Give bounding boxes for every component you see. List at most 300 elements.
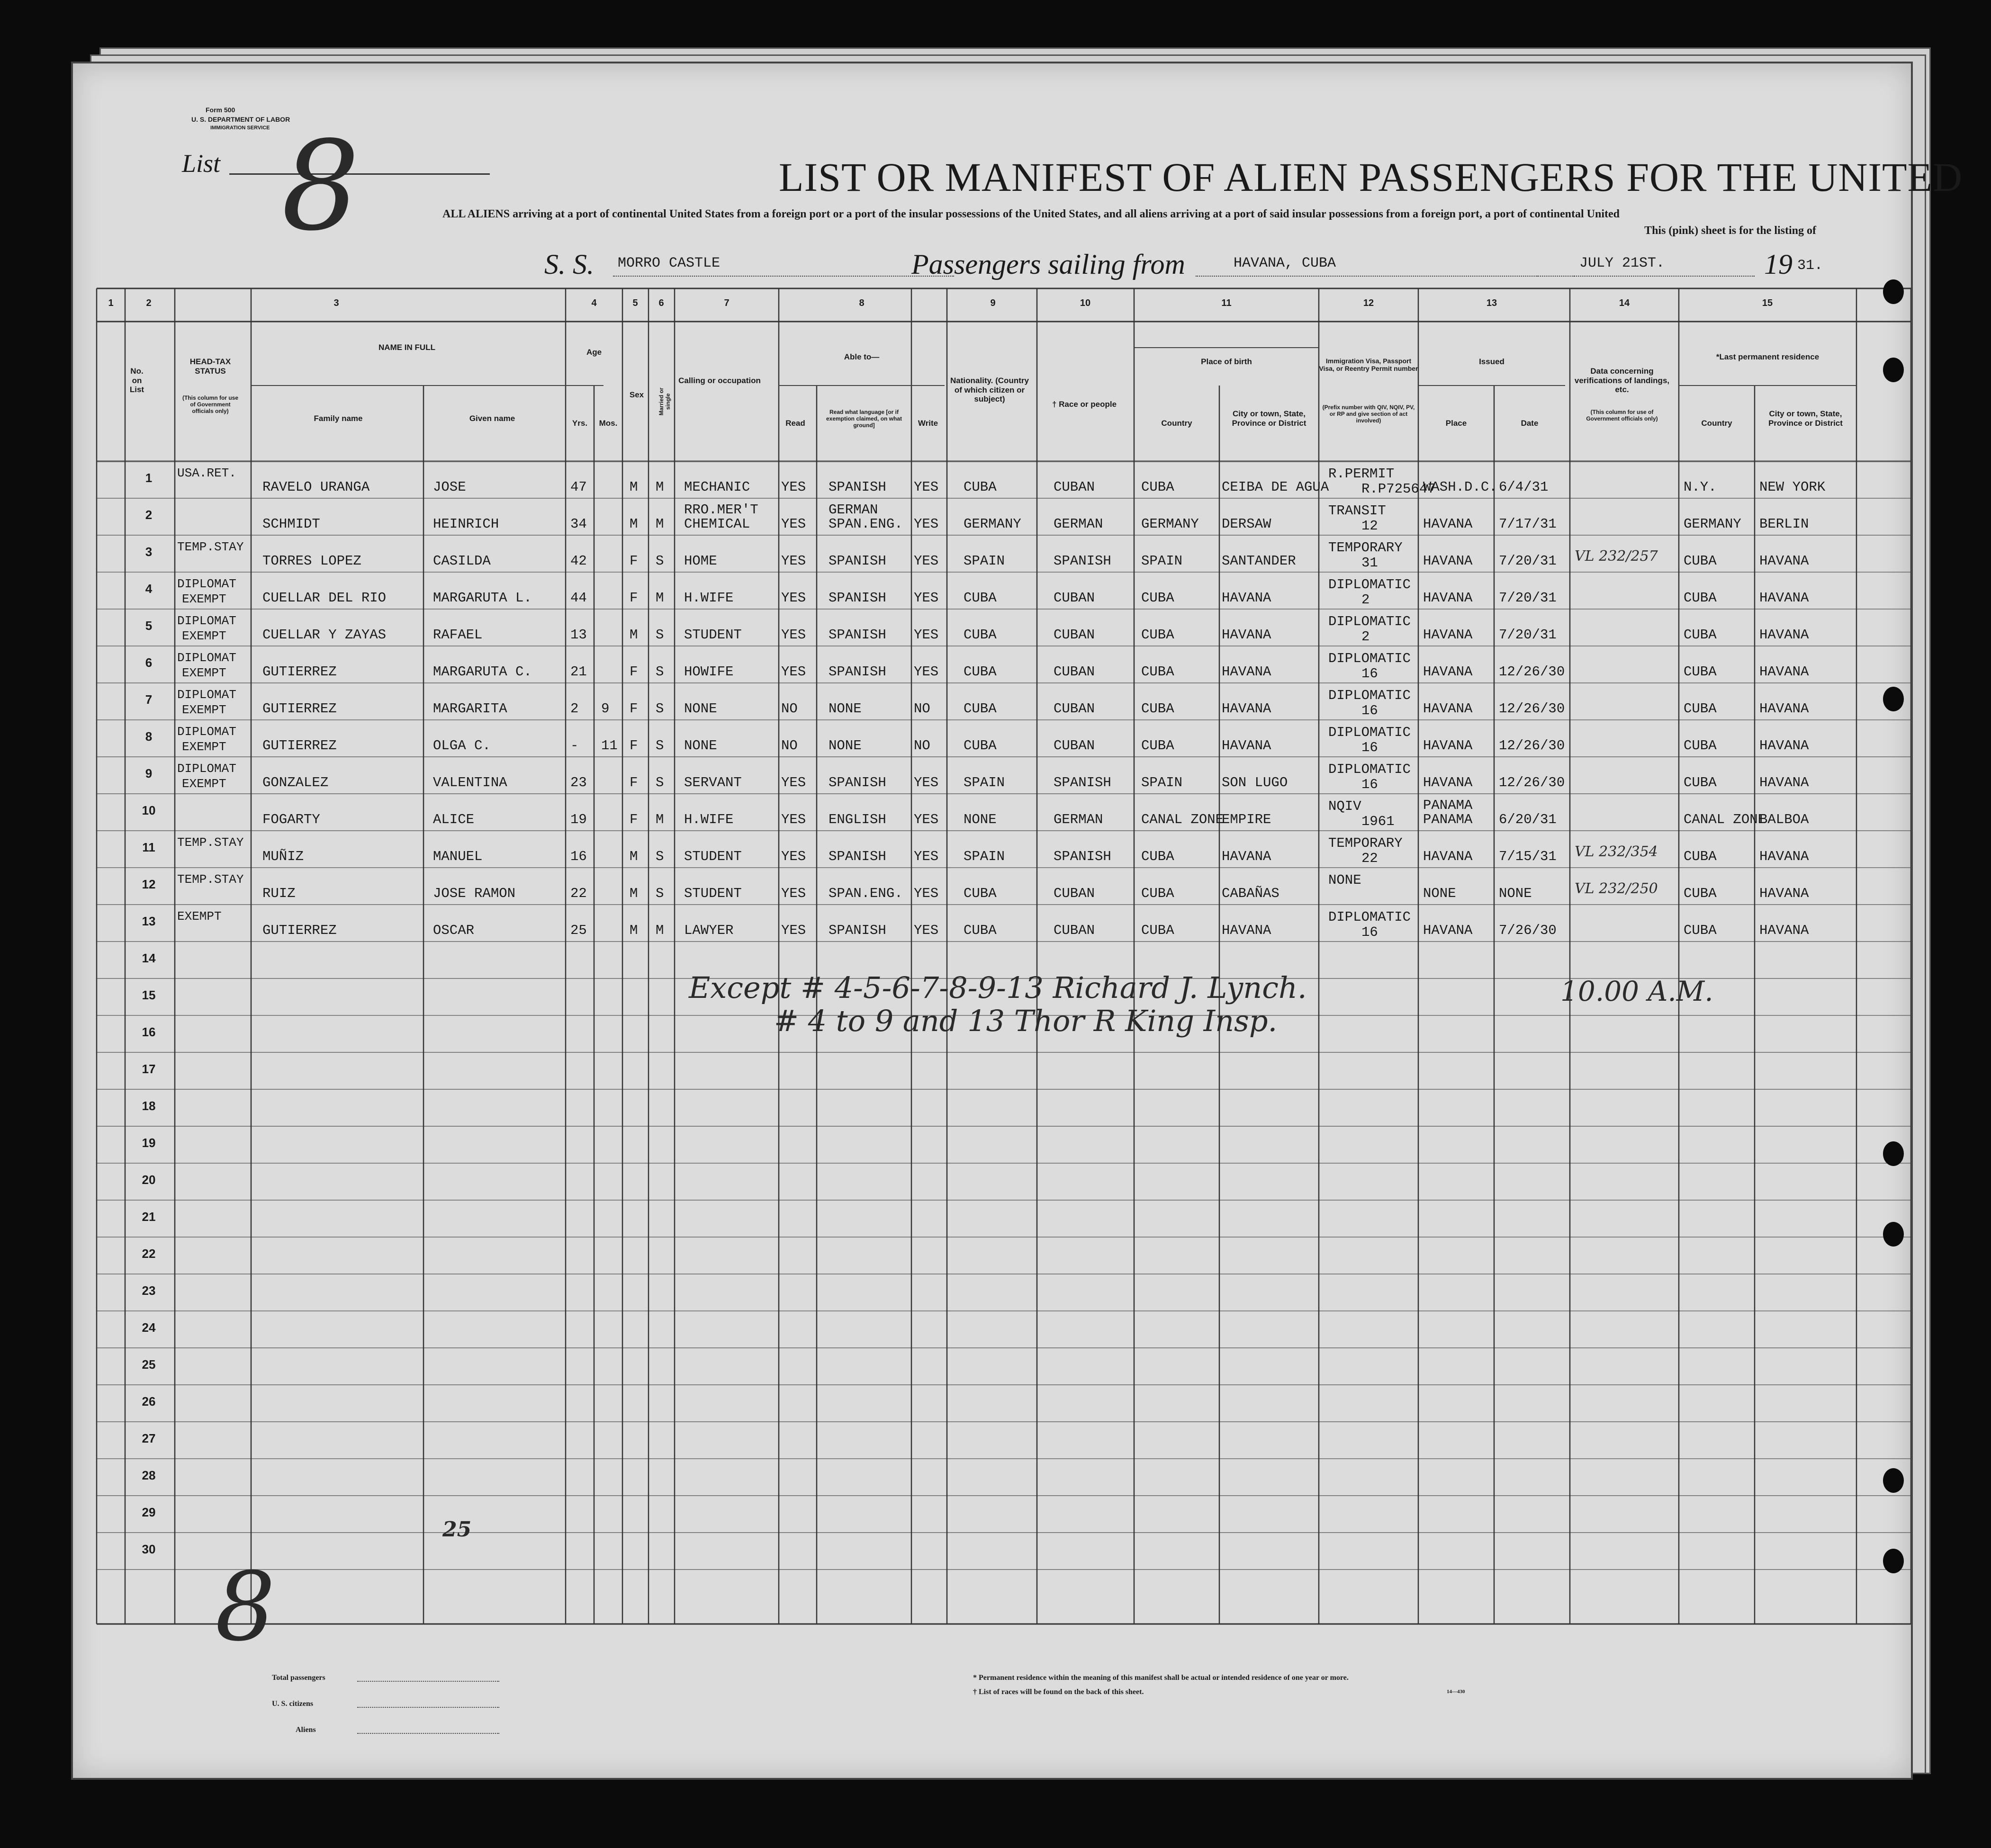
cell-race: CUBAN <box>1054 738 1095 754</box>
cell-sex: M <box>630 627 638 643</box>
cell-occ: H.WIFE <box>684 812 734 827</box>
cell-visa: DIPLOMATIC <box>1328 725 1411 740</box>
cell-write: YES <box>914 886 939 901</box>
row-number: 13 <box>142 914 156 928</box>
cell-race: CUBAN <box>1054 701 1095 717</box>
cell-tax2: EXEMPT <box>182 666 226 680</box>
cell-ms: M <box>656 479 664 495</box>
cell-yrs: 22 <box>570 886 587 901</box>
row-number: 18 <box>142 1099 156 1113</box>
cell-race: CUBAN <box>1054 664 1095 680</box>
row-number: 23 <box>142 1283 156 1298</box>
header-verifications: Data concerning verifications of landings, etc. <box>1574 367 1670 395</box>
cell-read: YES <box>781 775 806 790</box>
column-number: 7 <box>724 298 730 308</box>
cell-bcity: HAVANA <box>1222 923 1271 938</box>
cell-yrs: 23 <box>570 775 587 790</box>
cell-tax2: EXEMPT <box>182 703 226 717</box>
cell-visa2: 1961 <box>1361 814 1395 829</box>
cell-tax: TEMP.STAY <box>177 835 244 850</box>
cell-family: CUELLAR DEL RIO <box>262 590 387 606</box>
cell-yrs: 42 <box>570 553 587 569</box>
cell-read: YES <box>781 886 806 901</box>
row-number: 27 <box>142 1431 156 1445</box>
table-grid <box>73 63 1911 1778</box>
cell-idate: 6/4/31 <box>1499 479 1549 495</box>
cell-given: OSCAR <box>433 923 475 938</box>
cell-rcity: HAVANA <box>1759 627 1809 643</box>
row-number: 15 <box>142 988 156 1002</box>
cell-tax: EXEMPT <box>177 909 222 924</box>
cell-sex: M <box>630 923 638 938</box>
column-number: 10 <box>1080 298 1091 308</box>
row-number: 16 <box>142 1025 156 1039</box>
cell-bcity: HAVANA <box>1222 590 1271 606</box>
cell-rcountry: CUBA <box>1684 701 1717 717</box>
row-number: 6 <box>145 655 153 670</box>
cell-sex: F <box>630 701 638 717</box>
cell-family: GUTIERREZ <box>262 664 337 680</box>
cell-occ: NONE <box>684 738 717 754</box>
header-write: Write <box>918 419 938 428</box>
cell-bcountry: CUBA <box>1141 590 1174 606</box>
cell-race: CUBAN <box>1054 479 1095 495</box>
cell-lang: SPAN.ENG. <box>829 516 903 532</box>
cell-ms: S <box>656 775 664 790</box>
cell-bcity: CABAÑAS <box>1222 886 1279 901</box>
footer-total-passengers: Total passengers <box>272 1674 325 1682</box>
cell-race: GERMAN <box>1054 812 1103 827</box>
header-birth-city: City or town, State, Province or District <box>1232 409 1306 428</box>
header-race: † Race or people <box>1052 400 1117 409</box>
cell-visa2: 2 <box>1361 592 1370 608</box>
cell-nat: CUBA <box>964 664 997 680</box>
manifest-title: LIST OR MANIFEST OF ALIEN PASSENGERS FOR THE UNITED <box>779 154 1963 200</box>
cell-bcountry: CUBA <box>1141 701 1174 717</box>
cell-family: MUÑIZ <box>262 849 304 864</box>
cell-occ: NONE <box>684 701 717 717</box>
cell-visa2: 16 <box>1361 777 1378 792</box>
cell-visa: DIPLOMATIC <box>1328 651 1411 666</box>
cell-tax2: EXEMPT <box>182 629 226 643</box>
cell-ms: S <box>656 664 664 680</box>
exception-note: Except # 4-5-6-7-8-9-13 Richard J. Lynch. <box>689 970 1307 1005</box>
column-number: 4 <box>591 298 597 308</box>
cell-idate: 7/20/31 <box>1499 590 1557 606</box>
cell-given: OLGA C. <box>433 738 491 754</box>
cell-iplace: HAVANA <box>1423 664 1473 680</box>
row-number: 4 <box>145 582 153 596</box>
cell-bcountry: CUBA <box>1141 886 1174 901</box>
cell-visa2: R.P725647 <box>1361 481 1436 497</box>
cell-family: GONZALEZ <box>262 775 329 790</box>
cell-iplace: HAVANA <box>1423 701 1473 717</box>
cell-bcountry: CUBA <box>1141 664 1174 680</box>
cell-idate: 7/26/30 <box>1499 923 1557 938</box>
cell-read: YES <box>781 516 806 532</box>
row-number: 2 <box>145 508 153 522</box>
cell-rcity: HAVANA <box>1759 849 1809 864</box>
cell-read: YES <box>781 479 806 495</box>
cell-ms: S <box>656 738 664 754</box>
instructions-line-2: This (pink) sheet is for the listing of <box>1644 224 1816 237</box>
cell-given: JOSE RAMON <box>433 886 516 901</box>
cell-bcity: EMPIRE <box>1222 812 1271 827</box>
cell-write: NO <box>914 701 930 717</box>
cell-nat: SPAIN <box>964 553 1005 569</box>
cell-bcountry: CUBA <box>1141 627 1174 643</box>
cell-tax: DIPLOMAT <box>177 614 236 628</box>
cell-bcountry: CUBA <box>1141 923 1174 938</box>
row-number: 11 <box>142 840 155 854</box>
cell-rcountry: CUBA <box>1684 886 1717 901</box>
cell-iplace2: PANAMA <box>1423 798 1473 813</box>
column-number: 15 <box>1762 298 1773 308</box>
cell-sex: M <box>630 516 638 532</box>
header-name-in-full: NAME IN FULL <box>378 343 435 352</box>
cell-ms: M <box>656 516 664 532</box>
cell-rcountry: N.Y. <box>1684 479 1717 495</box>
cell-visa: TEMPORARY <box>1328 835 1403 851</box>
cell-occ: HOWIFE <box>684 664 734 680</box>
cell-family: SCHMIDT <box>262 516 320 532</box>
cell-rcity: HAVANA <box>1759 590 1809 606</box>
cell-occ: MECHANIC <box>684 479 750 495</box>
column-number: 1 <box>108 298 114 308</box>
cell-bcity: HAVANA <box>1222 849 1271 864</box>
header-issued-place: Place <box>1445 419 1467 428</box>
cell-iplace: HAVANA <box>1423 590 1473 606</box>
cell-visa2: 16 <box>1361 740 1378 755</box>
year-prefix: 19 <box>1764 249 1793 280</box>
ss-label: S. S. <box>544 249 594 280</box>
punch-hole <box>1883 1141 1904 1166</box>
cell-rcountry: CUBA <box>1684 849 1717 864</box>
cell-sex: F <box>630 664 638 680</box>
cell-yrs: 34 <box>570 516 587 532</box>
cell-ms: S <box>656 627 664 643</box>
cell-rcountry: GERMANY <box>1684 516 1741 532</box>
cell-write: YES <box>914 923 939 938</box>
cell-given: CASILDA <box>433 553 491 569</box>
cell-read: YES <box>781 664 806 680</box>
punch-hole <box>1883 279 1904 304</box>
cell-bcity: SANTANDER <box>1222 553 1296 569</box>
cell-tax: DIPLOMAT <box>177 762 236 776</box>
cell-lang: SPANISH <box>829 923 886 938</box>
column-number: 13 <box>1486 298 1497 308</box>
row-number: 3 <box>145 545 153 559</box>
cell-verif: VL 232/257 <box>1575 548 1658 565</box>
cell-read: NO <box>781 701 798 717</box>
cell-yrs: 2 <box>570 701 579 717</box>
list-label: List <box>182 149 221 178</box>
cell-race: SPANISH <box>1054 553 1111 569</box>
cell-rcountry: CUBA <box>1684 738 1717 754</box>
cell-yrs: 21 <box>570 664 587 680</box>
cell-visa2: 31 <box>1361 555 1378 571</box>
punch-hole <box>1883 358 1904 382</box>
cell-iplace: HAVANA <box>1423 775 1473 790</box>
cell-family: RUIZ <box>262 886 296 901</box>
cell-bcountry: CUBA <box>1141 479 1174 495</box>
stamp-number: 25 <box>442 1517 472 1542</box>
row-number: 24 <box>142 1320 156 1335</box>
cell-idate: 12/26/30 <box>1499 775 1565 790</box>
cell-rcity: BALBOA <box>1759 812 1809 827</box>
cell-iplace: HAVANA <box>1423 738 1473 754</box>
cell-rcity: HAVANA <box>1759 923 1809 938</box>
cell-lang: SPANISH <box>829 627 886 643</box>
cell-rcountry: CUBA <box>1684 664 1717 680</box>
cell-ms: S <box>656 849 664 864</box>
cell-read: YES <box>781 590 806 606</box>
cell-tax2: EXEMPT <box>182 740 226 754</box>
cell-given: HEINRICH <box>433 516 499 532</box>
cell-rcountry: CUBA <box>1684 923 1717 938</box>
year-suffix: 31. <box>1797 258 1823 274</box>
cell-visa: DIPLOMATIC <box>1328 614 1411 629</box>
cell-ms: S <box>656 886 664 901</box>
cell-idate: 7/20/31 <box>1499 553 1557 569</box>
cell-sex: M <box>630 479 638 495</box>
header-age: Age <box>586 348 602 357</box>
cell-given: ALICE <box>433 812 475 827</box>
cell-bcountry: SPAIN <box>1141 553 1183 569</box>
row-number: 20 <box>142 1173 156 1187</box>
cell-visa: DIPLOMATIC <box>1328 577 1411 592</box>
cell-family: RAVELO URANGA <box>262 479 370 495</box>
cell-rcountry: CUBA <box>1684 590 1717 606</box>
cell-visa2: 16 <box>1361 666 1378 682</box>
header-no-on-list: No. on List <box>129 367 144 395</box>
cell-occ: SERVANT <box>684 775 742 790</box>
cell-nat: SPAIN <box>964 849 1005 864</box>
cell-occ: HOME <box>684 553 717 569</box>
cell-rcity: HAVANA <box>1759 738 1809 754</box>
cell-rcity: HAVANA <box>1759 664 1809 680</box>
cell-lang: SPAN.ENG. <box>829 886 903 901</box>
cell-ms: S <box>656 553 664 569</box>
header-birth-country: Country <box>1161 419 1192 428</box>
header-calling: Calling or occupation <box>678 376 761 385</box>
row-number: 17 <box>142 1062 156 1076</box>
cell-verif: VL 232/354 <box>1575 843 1658 860</box>
column-number: 11 <box>1221 298 1232 308</box>
cell-idate: 12/26/30 <box>1499 738 1565 754</box>
header-issued-date: Date <box>1521 419 1539 428</box>
row-number: 26 <box>142 1394 156 1408</box>
cell-given: MARGARITA <box>433 701 507 717</box>
cell-rcity: HAVANA <box>1759 553 1809 569</box>
cell-family: GUTIERREZ <box>262 923 337 938</box>
column-number: 6 <box>658 298 664 308</box>
cell-idate: 7/17/31 <box>1499 516 1557 532</box>
cell-visa: NONE <box>1328 872 1361 888</box>
cell-bcountry: SPAIN <box>1141 775 1183 790</box>
cell-race: CUBAN <box>1054 627 1095 643</box>
cell-bcity: HAVANA <box>1222 664 1271 680</box>
cell-sex: F <box>630 812 638 827</box>
cell-tax: TEMP.STAY <box>177 872 244 887</box>
cell-visa: DIPLOMATIC <box>1328 909 1411 925</box>
cell-nat: NONE <box>964 812 997 827</box>
cell-nat: CUBA <box>964 590 997 606</box>
cell-race: CUBAN <box>1054 590 1095 606</box>
cell-bcity: HAVANA <box>1222 701 1271 717</box>
cell-given: RAFAEL <box>433 627 483 643</box>
cell-tax: DIPLOMAT <box>177 577 236 591</box>
cell-bcity: CEIBA DE AGUA <box>1222 479 1329 495</box>
cell-lang: SPANISH <box>829 479 886 495</box>
cell-family: FOGARTY <box>262 812 320 827</box>
row-number: 5 <box>145 619 153 633</box>
cell-iplace: HAVANA <box>1423 849 1473 864</box>
cell-nat: CUBA <box>964 886 997 901</box>
cell-sex: F <box>630 738 638 754</box>
cell-race: CUBAN <box>1054 886 1095 901</box>
cell-sex: M <box>630 849 638 864</box>
row-number: 14 <box>142 951 156 965</box>
footer-note-residence: * Permanent residence within the meaning of this manifest shall be actual or intended residence of one year or more. <box>973 1674 1349 1682</box>
cell-write: YES <box>914 849 939 864</box>
sailing-date: JULY 21ST. <box>1579 255 1665 271</box>
cell-yrs: 19 <box>570 812 587 827</box>
side-count: 8 <box>215 1552 276 1662</box>
cell-read: YES <box>781 812 806 827</box>
cell-occ: STUDENT <box>684 849 742 864</box>
cell-rcity: HAVANA <box>1759 775 1809 790</box>
cell-race: CUBAN <box>1054 923 1095 938</box>
row-number: 21 <box>142 1210 156 1224</box>
cell-visa: NQIV <box>1328 798 1361 814</box>
cell-write: YES <box>914 627 939 643</box>
cell-iplace: NONE <box>1423 886 1456 901</box>
cell-given: MARGARUTA C. <box>433 664 532 680</box>
cell-visa2: 16 <box>1361 703 1378 718</box>
row-number: 28 <box>142 1468 156 1482</box>
cell-nat: CUBA <box>964 627 997 643</box>
row-number: 9 <box>145 766 153 780</box>
cell-idate: NONE <box>1499 886 1532 901</box>
cell-idate: 12/26/30 <box>1499 664 1565 680</box>
cell-iplace: PANAMA <box>1423 812 1473 827</box>
cell-ms: S <box>656 701 664 717</box>
header-nationality: Nationality. (Country of which citizen or subject) <box>950 376 1029 404</box>
cell-read: YES <box>781 627 806 643</box>
cell-idate: 12/26/30 <box>1499 701 1565 717</box>
header-married: Married or single <box>658 387 671 416</box>
cell-lang: SPANISH <box>829 590 886 606</box>
row-number: 1 <box>145 471 153 485</box>
cell-yrs: 44 <box>570 590 587 606</box>
cell-lang2: GERMAN <box>829 502 878 518</box>
cell-visa2: 12 <box>1361 518 1378 534</box>
column-number: 5 <box>632 298 638 308</box>
header-mos: Mos. <box>599 419 618 428</box>
cell-iplace: HAVANA <box>1423 553 1473 569</box>
header-able-to: Able to— <box>844 352 880 361</box>
cell-lang: SPANISH <box>829 664 886 680</box>
cell-rcountry: CANAL ZONE <box>1684 812 1766 827</box>
cell-write: YES <box>914 590 939 606</box>
cell-given: MARGARUTA L. <box>433 590 532 606</box>
cell-nat: GERMANY <box>964 516 1021 532</box>
cell-ms: M <box>656 812 664 827</box>
column-number: 3 <box>333 298 339 308</box>
cell-tax: DIPLOMAT <box>177 725 236 739</box>
cell-tax: DIPLOMAT <box>177 651 236 665</box>
cell-nat: CUBA <box>964 479 997 495</box>
cell-read: YES <box>781 553 806 569</box>
header-head-tax-note: (This column for use of Government officials only) <box>182 395 238 414</box>
header-visa: Immigration Visa, Passport Visa, or Reentry Permit number <box>1319 357 1418 373</box>
cell-write: YES <box>914 775 939 790</box>
cell-visa2: 16 <box>1361 924 1378 940</box>
footer-us-line <box>357 1707 499 1708</box>
cell-yrs: 16 <box>570 849 587 864</box>
cell-iplace: HAVANA <box>1423 923 1473 938</box>
cell-bcountry: CANAL ZONE <box>1141 812 1224 827</box>
cell-rcountry: CUBA <box>1684 775 1717 790</box>
cell-read: YES <box>781 923 806 938</box>
punch-hole <box>1883 1549 1904 1573</box>
cell-nat: CUBA <box>964 738 997 754</box>
footer-total-line <box>357 1681 499 1682</box>
service-label: IMMIGRATION SERVICE <box>210 125 270 131</box>
row-number: 10 <box>142 803 156 817</box>
cell-verif: VL 232/250 <box>1575 880 1658 897</box>
cell-visa: R.PERMIT <box>1328 466 1395 482</box>
cell-family: CUELLAR Y ZAYAS <box>262 627 387 643</box>
row-number: 12 <box>142 877 156 891</box>
cell-bcity: SON LUGO <box>1222 775 1288 790</box>
cell-nat: CUBA <box>964 923 997 938</box>
cell-family: GUTIERREZ <box>262 738 337 754</box>
header-place-of-birth: Place of birth <box>1201 357 1252 366</box>
cell-rcity: HAVANA <box>1759 701 1809 717</box>
cell-yrs: 25 <box>570 923 587 938</box>
cell-rcity: BERLIN <box>1759 516 1809 532</box>
cell-lang: SPANISH <box>829 849 886 864</box>
header-yrs: Yrs. <box>572 419 588 428</box>
inspector-note: # 4 to 9 and 13 Thor R King Insp. <box>774 1004 1278 1038</box>
row-number: 29 <box>142 1505 156 1519</box>
cell-occ: LAWYER <box>684 923 734 938</box>
cell-idate: 7/15/31 <box>1499 849 1557 864</box>
cell-occ: STUDENT <box>684 886 742 901</box>
sailing-label: Passengers sailing from <box>911 249 1185 280</box>
column-number: 9 <box>990 298 996 308</box>
cell-visa: TEMPORARY <box>1328 540 1403 556</box>
row-number: 30 <box>142 1542 156 1556</box>
cell-idate: 6/20/31 <box>1499 812 1557 827</box>
cell-tax: USA.RET. <box>177 466 236 480</box>
cell-sex: F <box>630 590 638 606</box>
cell-read: YES <box>781 849 806 864</box>
cell-tax: TEMP.STAY <box>177 540 244 554</box>
cell-given: VALENTINA <box>433 775 507 790</box>
cell-yrs: - <box>570 738 579 754</box>
cell-race: GERMAN <box>1054 516 1103 532</box>
department-label: U. S. DEPARTMENT OF LABOR <box>191 116 290 123</box>
cell-visa: DIPLOMATIC <box>1328 762 1411 777</box>
row-number: 19 <box>142 1136 156 1150</box>
cell-rcountry: CUBA <box>1684 553 1717 569</box>
row-number: 25 <box>142 1357 156 1372</box>
footer-aliens: Aliens <box>296 1726 316 1734</box>
cell-bcity: HAVANA <box>1222 738 1271 754</box>
